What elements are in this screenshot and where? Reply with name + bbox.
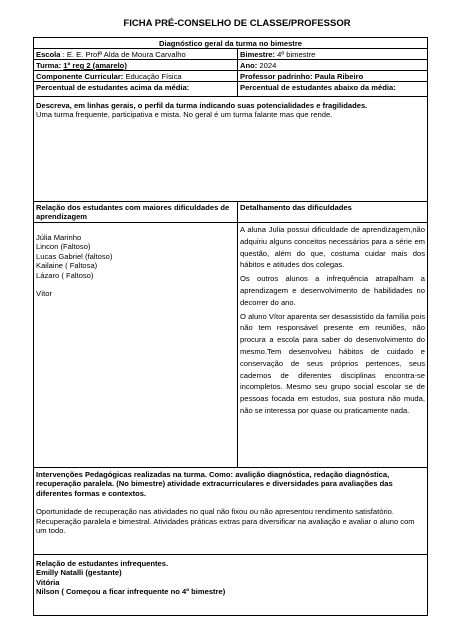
escola-value: : E. E. Profª Alda de Moura Carvalho [60,50,186,59]
perfil-answer: Uma turma frequente, participativa e mista. No geral é um turma falante mas que rende. [36,110,333,120]
componente-label: Componente Curricular: [36,72,124,81]
perfil-question: Descreva, em linhas gerais, o perfil da turma indicando suas potencialidades e fragilidades. [36,101,368,110]
student-item: Vítor [36,289,53,299]
intervencoes-question: Intervenções Pedagógicas realizadas na turma. Como: avalição diagnóstica, redação diagnóstica, recuperação paralela. (No bimestre) atividade extracurriculares e diversidades para avaliações das diferentes formas e contextos. [36,470,393,498]
dificuldades-right-heading: Detalhamento das dificuldades [240,203,352,212]
bimestre-cell [238,49,427,59]
turma-value: 1º reg 2 (amarelo) [63,61,127,70]
ano-cell [238,60,427,70]
infrequent-student: Vitória [36,577,60,587]
componente-row [34,71,427,82]
acima-media-cell: Percentual de estudantes acima da média: [34,82,238,96]
intervencoes-answer: Oportunidade de recuperação nas atividades no qual não fixou ou não apresentou rendimento satisfatório. [36,507,394,517]
componente-cell [34,71,238,81]
difficulty-details [238,223,427,467]
infrequent-student: Emilly Natalli (gestante) [36,568,122,578]
turma-row [34,60,427,71]
detail-paragraph: O aluno Vítor aparenta ser desassistido da família pois não tem responsável presente em reuniões, não procura a escola para saber do desenvolvimento do mesmo.Tem desenvolveu hábitos de cuidado e conservação de seus próprios pertences, seus cadernos de diferentes disciplinas encontra-se incompletos. Mesmo seu grupo social escolar se de pessoas focada em estudos, sua postura não muda, não se interessa por quase ou praticamente nada. [240,311,425,415]
infrequentes-heading: Relação de estudantes infrequentes. [36,559,169,568]
bimestre-value: 4º bimestre [275,50,316,59]
diagnostico-heading-row [34,38,427,49]
dificuldades-left-heading: Relação dos estudantes com maiores dificuldades de aprendizagem [34,202,238,222]
infrequent-student: Nilson ( Começou a ficar infrequente no 4º bimestre) [36,587,226,597]
escola-row [34,49,427,60]
escola-cell [34,49,238,59]
percentual-row [34,82,427,97]
student-item: Lucas Gabriel (faltoso) [36,251,113,261]
students-difficulty-list [34,223,238,467]
form-table [33,37,428,616]
padrinho-cell: Professor padrinho: Paula Ribeiro [240,72,364,81]
intervencoes-cell [34,468,427,554]
escola-label: Escola [36,50,61,59]
turma-label: Turma: [36,61,64,70]
detail-paragraph: A aluna Julia possui dificuldade de aprendizagem,não adquiriu alguns conceitos necessários para a série em questão, além do que, costuma cuidar mais dos hábitos e atitudes dos colegas. [240,225,425,270]
diagnostico-heading: Diagnóstico geral da turma no bimestre [158,39,303,48]
student-item: Kailaine ( Faltosa) [36,261,98,271]
student-item: Lázaro ( Faltoso) [36,270,94,280]
page-title: FICHA PRÉ-CONSELHO DE CLASSE/PROFESSOR [123,18,351,29]
infrequentes-row [34,555,427,615]
bimestre-label: Bimestre: [240,50,276,59]
componente-value: Educação Física [123,72,182,81]
detail-paragraph: Os outros alunos a infrequência atrapalham a aprendizagem e desenvolvimento de habilidades no decorrer do ano. [240,274,425,307]
student-item: Lincon (Faltoso) [36,242,91,252]
student-item: Júlia Marinho [36,233,82,242]
dificuldades-content-row [34,223,427,468]
ano-value: 2024 [257,61,277,70]
perfil-row [34,97,427,202]
intervencoes-answer: Recuperação paralela e bimestral. Atividades práticas extras para diversificar na avaliação e avaliar o aluno com um todo. [36,516,415,536]
perfil-cell [34,97,427,201]
intervencoes-row [34,468,427,555]
ano-label: Ano: [240,61,258,70]
dificuldades-heading-row [34,202,427,223]
abaixo-media-cell: Percentual de estudantes abaixo da média: [240,83,396,92]
infrequentes-cell [34,555,427,615]
turma-cell [34,60,238,70]
